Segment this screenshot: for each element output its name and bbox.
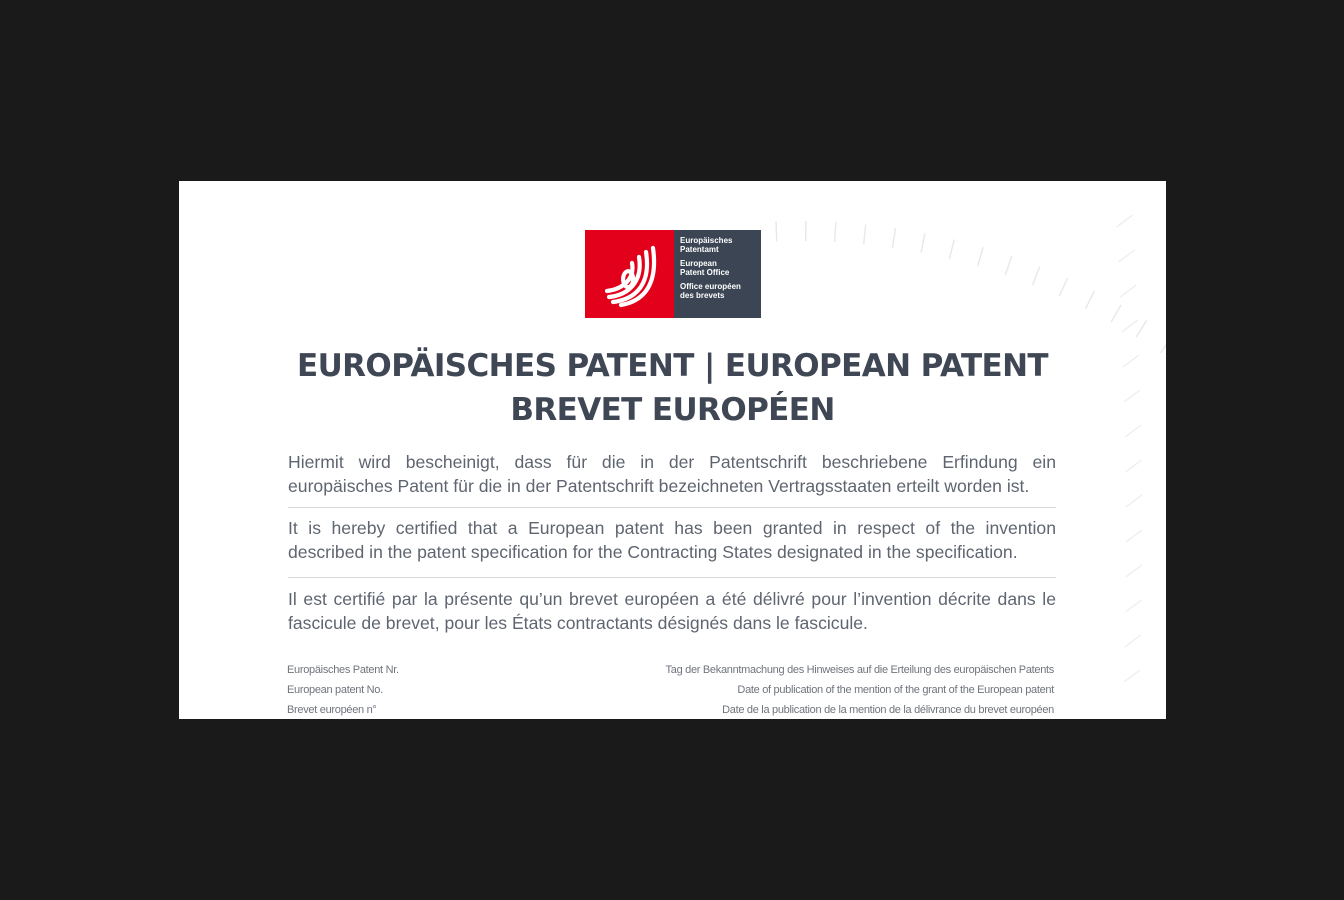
guilloche-stroke	[950, 240, 955, 259]
guilloche-stroke	[1126, 600, 1142, 612]
publication-date-labels	[666, 660, 1054, 719]
publication-date-label-en: Date of publication of the mention of the grant of the European patent	[737, 684, 1054, 696]
guilloche-stroke	[1120, 285, 1136, 297]
title-line-2: BREVET EUROPÉEN	[510, 392, 835, 428]
wordmark-en-line2: Patent Office	[680, 268, 730, 277]
certification-statement-fr	[288, 587, 1056, 635]
guilloche-stroke	[1111, 305, 1121, 322]
epo-logo-mark	[585, 230, 674, 318]
guilloche-stroke	[835, 222, 836, 242]
wordmark-de	[680, 236, 761, 254]
certification-statement-en	[288, 516, 1056, 564]
guilloche-stroke	[1059, 278, 1067, 296]
guilloche-stroke	[1086, 291, 1095, 309]
guilloche-stroke	[1124, 670, 1140, 682]
publication-date-label-fr: Date de la publication de la mention de la délivrance du brevet européen	[722, 704, 1054, 716]
title-line-1: EUROPÄISCHES PATENT | EUROPEAN PATENT	[297, 348, 1048, 384]
guilloche-stroke	[1126, 565, 1142, 577]
certificate-title	[179, 344, 1166, 432]
wordmark-fr-line2: des brevets	[680, 291, 725, 300]
patent-certificate	[179, 181, 1166, 719]
epo-logo	[585, 230, 761, 318]
publication-date-label-de: Tag der Bekanntmachung des Hinweises auf die Erteilung des europäischen Patents	[665, 664, 1054, 676]
guilloche-stroke	[1126, 530, 1142, 542]
wordmark-de-line2: Patentamt	[680, 245, 719, 254]
guilloche-stroke	[921, 233, 925, 253]
guilloche-stroke	[1033, 267, 1040, 286]
statement-de-line2: europäisches Patent für die in der Patentschrift bezeichneten Vertragsstaaten erteilt worden ist.	[288, 476, 1030, 496]
guilloche-stroke	[1125, 635, 1141, 647]
statement-de-line1: Hiermit wird bescheinigt, dass für die in der Patentschrift beschriebene Erfindung ein	[288, 452, 1056, 472]
guilloche-stroke	[1126, 495, 1142, 507]
wordmark-fr	[680, 282, 761, 300]
guilloche-stroke	[1117, 215, 1133, 227]
guilloche-stroke	[1005, 256, 1011, 275]
guilloche-stroke	[978, 247, 984, 266]
wordmark-fr-line1: Office européen	[680, 282, 741, 291]
patent-number-label-fr: Brevet européen n°	[287, 704, 377, 716]
wordmark-en	[680, 259, 761, 277]
divider	[288, 507, 1056, 508]
patent-number-labels	[287, 660, 399, 719]
guilloche-stroke	[864, 224, 866, 244]
divider	[288, 577, 1056, 578]
statement-fr-line2: fascicule de brevet, pour les États contractants désignés dans le fascicule.	[288, 613, 868, 633]
epo-logo-wordmark	[674, 230, 761, 318]
statement-en-line1: It is hereby certified that a European patent has been granted in respect of the invention	[288, 518, 1056, 538]
patent-number-label-en: European patent No.	[287, 684, 383, 696]
guilloche-stroke	[1136, 320, 1147, 337]
guilloche-stroke	[1119, 250, 1135, 262]
statement-en-line2: described in the patent specification for the Contracting States designated in the specification.	[288, 542, 1018, 562]
guilloche-stroke	[893, 228, 896, 248]
guilloche-stroke	[1122, 320, 1138, 332]
wordmark-de-line1: Europäisches	[680, 236, 733, 245]
statement-fr-line1: Il est certifié par la présente qu’un brevet européen a été délivré pour l’invention décrite dans le	[288, 589, 1056, 609]
guilloche-stroke	[1126, 460, 1142, 472]
epo-waves-icon	[595, 239, 665, 309]
certification-statement-de	[288, 450, 1056, 498]
guilloche-stroke	[776, 221, 777, 241]
patent-number-label-de: Europäisches Patent Nr.	[287, 664, 399, 676]
wordmark-en-line1: European	[680, 259, 717, 268]
